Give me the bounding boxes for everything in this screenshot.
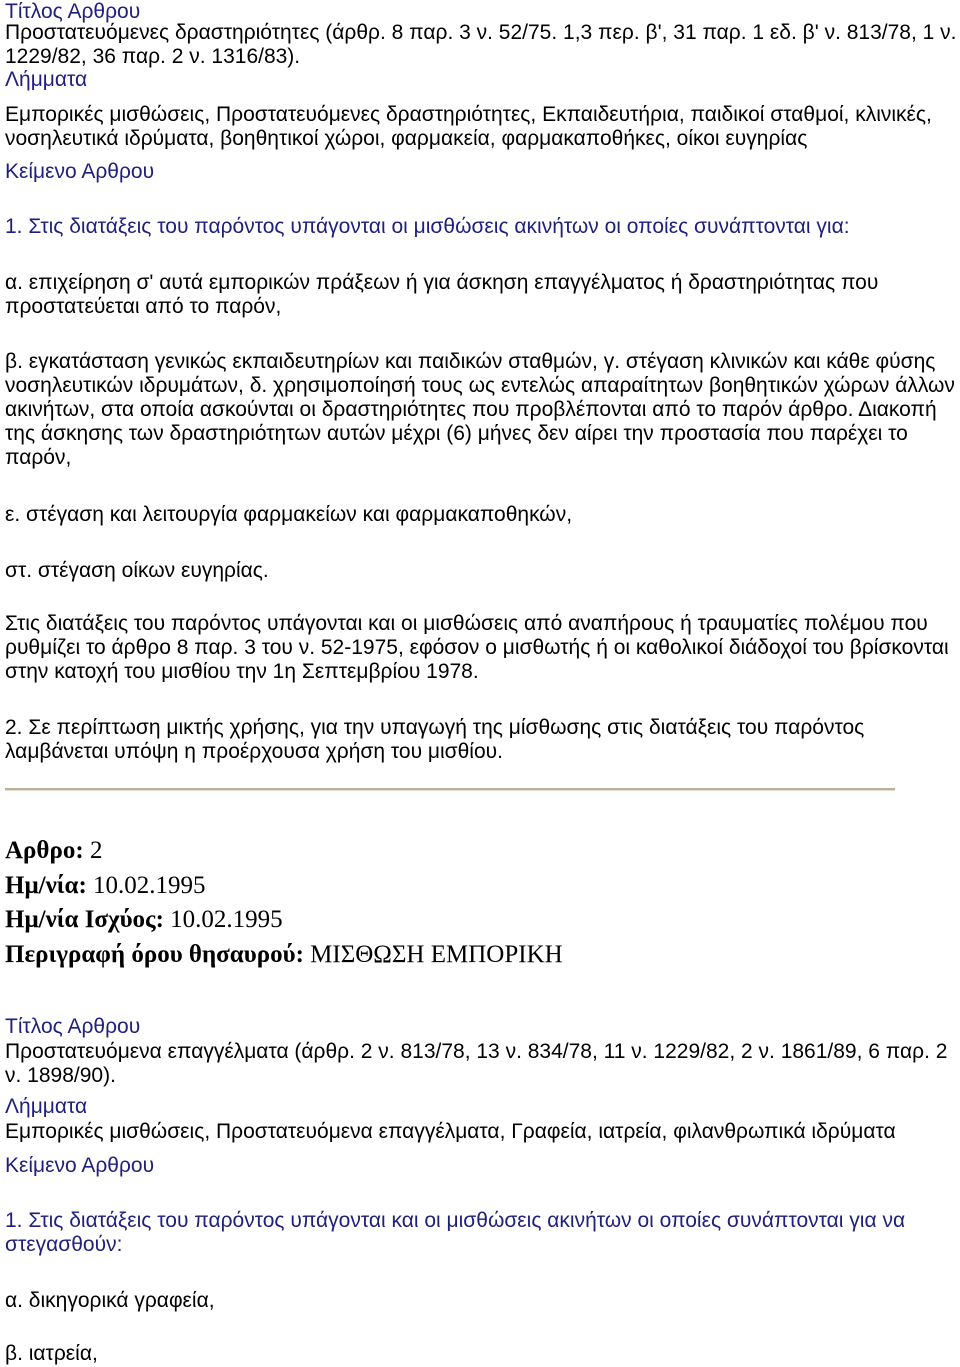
article-text-label: Κείμενο Αρθρου: [5, 1154, 155, 1177]
prev-article-paragraph: 2. Σε περίπτωση μικτής χρήσης, για την υπαγωγή της μίσθωσης στις διατάξεις του παρόντος λαμβάνεται υπόψη η προέρχουσα χρήση του μισθίου.: [5, 716, 865, 763]
prev-article-paragraph: 1. Στις διατάξεις του παρόντος υπάγονται οι μισθώσεις ακινήτων οι οποίες συνάπτονται για:: [5, 215, 850, 238]
prev-article-paragraph: στ. στέγαση οίκων ευγηρίας.: [5, 559, 269, 582]
article-paragraph: α. δικηγορικά γραφεία,: [5, 1289, 215, 1312]
article-thesaurus-line: [5, 940, 958, 970]
prev-article-text-label: Κείμενο Αρθρου: [5, 160, 155, 183]
article-number: 2: [89, 837, 103, 864]
prev-article-paragraph: β. εγκατάσταση γενικώς εκπαιδευτηρίων και παιδικών σταθμών, γ. στέγαση κλινικών και κάθε φύσης νοσηλευτικών ιδρυμάτων, δ. χρησιμοποίησή τους ως εντελώς απαραίτητων βοηθητικών χώρων άλλων ακινήτων, στα οποία ασκούνται οι δραστηριότητες που προβλέπονται από το παρόν άρθρο. Διακοπή της άσκησης των δραστηριότητων αυτών μέχρι (6) μήνες δεν αίρει την προστασία που παρέχει το παρόν,: [5, 350, 955, 469]
article-date-label: Ημ/νία:: [5, 872, 87, 899]
article-valid-date: 10.02.1995: [170, 906, 283, 933]
article-number-line: [5, 836, 958, 866]
article-lemmata-label: Λήμματα: [5, 1095, 88, 1118]
article-thesaurus-term: ΜΙΣΘΩΣΗ ΕΜΠΟΡΙΚΗ: [310, 941, 563, 968]
prev-article-title-label: Τίτλος Αρθρου: [5, 0, 141, 23]
article-paragraph: 1. Στις διατάξεις του παρόντος υπάγονται και οι μισθώσεις ακινήτων οι οποίες συνάπτονται για να στεγασθούν:: [5, 1209, 906, 1256]
article-valid-date-label: Ημ/νία Ισχύος:: [5, 906, 164, 933]
article-date: 10.02.1995: [93, 872, 206, 899]
prev-article-paragraph: α. επιχείρηση σ' αυτά εμπορικών πράξεων ή για άσκηση επαγγέλματος ή δραστηριότητας που προστατεύεται από το παρόν,: [5, 271, 879, 318]
article-title: Προστατευόμενα επαγγέλματα (άρθρ. 2 ν. 813/78, 13 ν. 834/78, 11 ν. 1229/82, 2 ν. 1861/89, 6 παρ. 2 ν. 1898/90).: [5, 1040, 948, 1087]
prev-article-paragraph: ε. στέγαση και λειτουργία φαρμακείων και φαρμακαποθηκών,: [5, 503, 573, 526]
article-title-label: Τίτλος Αρθρου: [5, 1015, 141, 1038]
section-divider: [5, 788, 895, 791]
article-paragraph: β. ιατρεία,: [5, 1342, 98, 1365]
article-date-line: [5, 871, 958, 901]
article-lemmata: Εμπορικές μισθώσεις, Προστατευόμενα επαγγέλματα, Γραφεία, ιατρεία, φιλανθρωπικά ιδρύματα: [5, 1120, 896, 1143]
prev-article-lemmata-label: Λήμματα: [5, 68, 88, 91]
prev-article-paragraph: Στις διατάξεις του παρόντος υπάγονται και οι μισθώσεις από αναπήρους ή τραυματίες πολέμου που ρυθμίζει το άρθρο 8 παρ. 3 του ν. 52-1975, εφόσον ο μισθωτής ή οι καθολικοί διάδοχοί του βρίσκονται στην κατοχή του μισθίου την 1η Σεπτεμβρίου 1978.: [5, 612, 949, 683]
prev-article-lemmata: Εμπορικές μισθώσεις, Προστατευόμενες δραστηριότητες, Εκπαιδευτήρια, παιδικοί σταθμοί, κλινικές, νοσηλευτικά ιδρύματα, βοηθητικοί χώροι, φαρμακεία, φαρμακαποθήκες, οίκοι ευγηρίας: [5, 103, 932, 150]
article-valid-date-line: [5, 905, 958, 935]
article-thesaurus-label: Περιγραφή όρου θησαυρού:: [5, 941, 304, 968]
prev-article-title: Προστατευόμενες δραστηριότητες (άρθρ. 8 παρ. 3 ν. 52/75. 1,3 περ. β', 31 παρ. 1 εδ. β' ν. 813/78, 1 ν. 1229/82, 36 παρ. 2 ν. 1316/83).: [5, 21, 957, 68]
article-number-label: Αρθρο:: [5, 837, 84, 864]
